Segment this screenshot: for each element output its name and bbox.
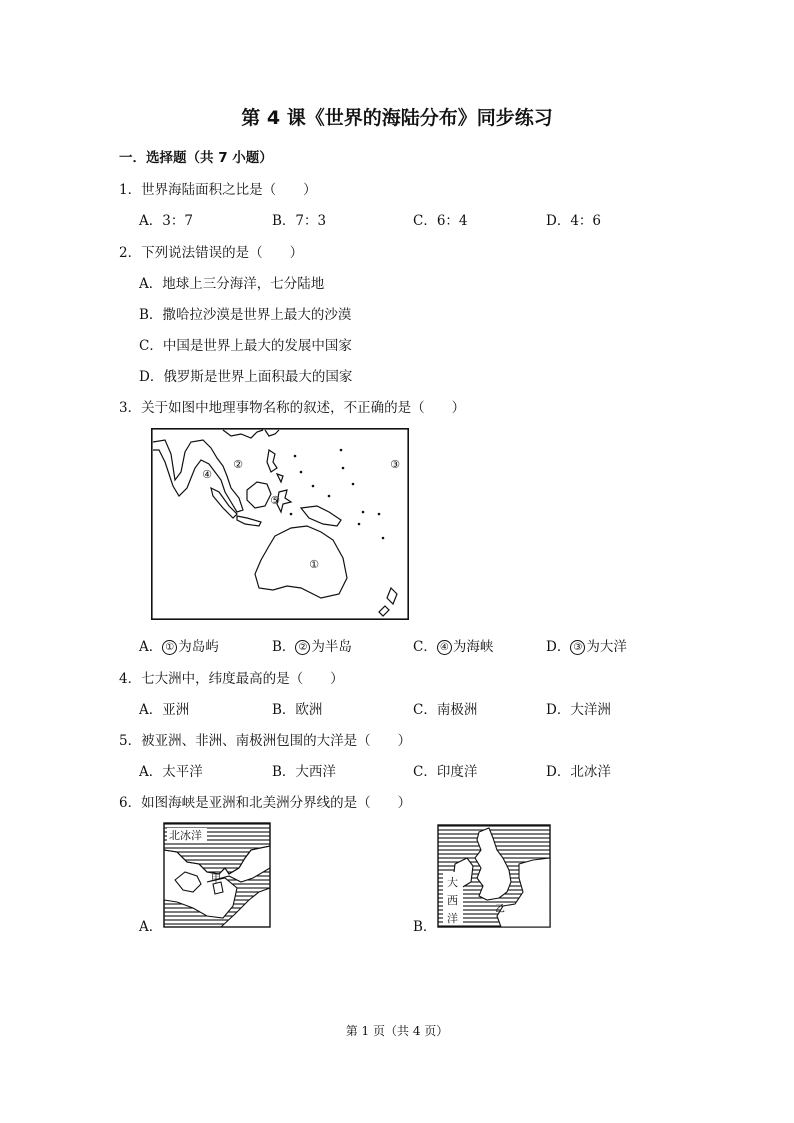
page-footer: 第 1 页（共 4 页） bbox=[345, 1024, 449, 1038]
map-label-1: ① bbox=[309, 558, 319, 571]
q6-option-a[interactable]: A． bbox=[139, 919, 163, 935]
circled-label: ② bbox=[295, 640, 310, 655]
question-2-stem: 2．下列说法错误的是（ ） bbox=[119, 245, 304, 261]
label-arctic-ocean: 北冰洋 bbox=[169, 829, 202, 842]
q4-option-b[interactable]: B．欧洲 bbox=[272, 702, 323, 718]
question-1-stem: 1．世界海陆面积之比是（ ） bbox=[119, 182, 317, 198]
circled-label: ① bbox=[162, 640, 177, 655]
q6-option-b[interactable]: B． bbox=[413, 919, 437, 935]
q3-option-d[interactable]: D． ③ 为大洋 bbox=[546, 639, 627, 655]
label-yi: 乙 bbox=[495, 904, 505, 915]
q1-option-b[interactable]: B．7：3 bbox=[272, 213, 327, 229]
question-6-stem: 6．如图海峡是亚洲和北美洲分界线的是（ ） bbox=[119, 795, 412, 811]
q5-option-b[interactable]: B．大西洋 bbox=[272, 764, 336, 780]
q5-option-d[interactable]: D．北冰洋 bbox=[546, 764, 611, 780]
label-yang: 洋 bbox=[447, 912, 458, 925]
english-channel-map bbox=[437, 824, 551, 928]
question-3-stem: 3．关于如图中地理事物名称的叙述，不正确的是（ ） bbox=[119, 400, 466, 416]
label-jia: 甲 bbox=[211, 874, 221, 885]
q4-option-d[interactable]: D．大洋洲 bbox=[546, 702, 611, 718]
section-title: 一．选择题（共 7 小题） bbox=[119, 150, 273, 166]
q2-option-c[interactable]: C．中国是世界上最大的发展中国家 bbox=[139, 338, 352, 354]
q4-option-a[interactable]: A．亚洲 bbox=[139, 702, 190, 718]
q1-option-d[interactable]: D．4：6 bbox=[546, 213, 602, 229]
q1-option-c[interactable]: C．6：4 bbox=[413, 213, 468, 229]
label-xi: 西 bbox=[447, 894, 458, 907]
label-da: 大 bbox=[447, 876, 458, 889]
q5-option-a[interactable]: A．太平洋 bbox=[139, 764, 203, 780]
q2-option-a[interactable]: A．地球上三分海洋，七分陆地 bbox=[139, 276, 325, 292]
q5-option-c[interactable]: C．印度洋 bbox=[413, 764, 478, 780]
q2-option-b[interactable]: B．撒哈拉沙漠是世界上最大的沙漠 bbox=[139, 307, 352, 323]
map-label-2: ② bbox=[233, 458, 243, 471]
q4-option-c[interactable]: C．南极洲 bbox=[413, 702, 478, 718]
circled-label: ③ bbox=[570, 640, 585, 655]
map-label-5: ⑤ bbox=[270, 494, 280, 507]
q3-option-c[interactable]: C． ④ 为海峡 bbox=[413, 639, 494, 655]
circled-label: ④ bbox=[437, 640, 452, 655]
question-4-stem: 4．七大洲中，纬度最高的是（ ） bbox=[119, 671, 344, 687]
q3-option-a[interactable]: A． ① 为岛屿 bbox=[139, 639, 219, 655]
q1-option-a[interactable]: A．3：7 bbox=[139, 213, 193, 229]
southeast-asia-map bbox=[151, 428, 409, 620]
page-title: 第 4 课《世界的海陆分布》同步练习 bbox=[241, 107, 553, 129]
q2-option-d[interactable]: D．俄罗斯是世界上面积最大的国家 bbox=[139, 369, 353, 385]
question-5-stem: 5．被亚洲、非洲、南极洲包围的大洋是（ ） bbox=[119, 733, 412, 749]
map-label-4: ④ bbox=[202, 468, 212, 481]
bering-strait-map bbox=[163, 822, 271, 928]
q3-option-b[interactable]: B． ② 为半岛 bbox=[272, 639, 352, 655]
map-label-3: ③ bbox=[390, 458, 400, 471]
